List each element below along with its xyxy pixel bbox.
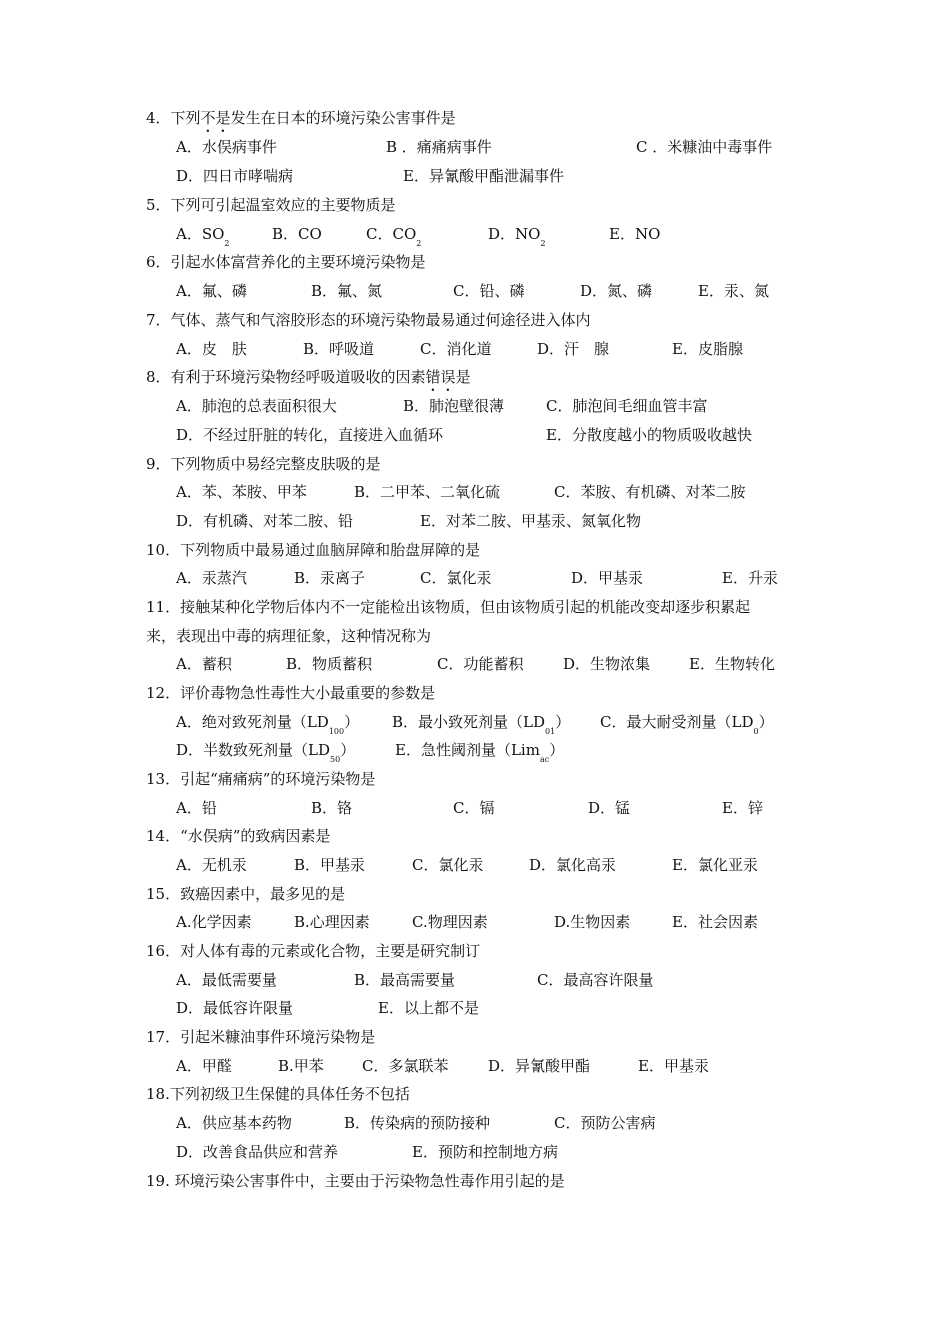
q15-option-c: C.物理因素 bbox=[412, 913, 488, 931]
q5-option-a: A．$SO_2$ bbox=[176, 225, 230, 248]
q12-option-c: C．最大耐受剂量$(LD_0)$ bbox=[600, 713, 774, 736]
question-5-stem: 5．下列可引起温室效应的主要物质是 bbox=[146, 196, 396, 214]
q11-option-c: C．功能蓄积 bbox=[437, 655, 524, 673]
q7-option-e: E．皮脂腺 bbox=[672, 340, 743, 358]
q8-option-a: A．肺泡的总表面积很大 bbox=[176, 397, 337, 415]
q4-option-a: A．水俣病事件 bbox=[176, 138, 277, 156]
q18-option-b: B．传染病的预防接种 bbox=[344, 1114, 491, 1132]
q18-option-a: A．供应基本药物 bbox=[176, 1114, 292, 1132]
q16-option-e: E．以上都不是 bbox=[378, 999, 479, 1017]
q12-option-b: B．最小致死剂量$(LD_{01})$ bbox=[392, 713, 571, 736]
question-11-stem-line-2: 来，表现出中毒的病理征象，这种情况称为 bbox=[146, 627, 432, 645]
question-6-stem: 6．引起水体富营养化的主要环境污染物是 bbox=[146, 253, 426, 271]
q16-option-a: A．最低需要量 bbox=[176, 971, 277, 989]
q11-option-b: B．物质蓄积 bbox=[286, 655, 373, 673]
q5-option-d: D．$NO_2$ bbox=[488, 225, 546, 248]
q9-option-a: A．苯、苯胺、甲苯 bbox=[176, 483, 307, 501]
q8-option-c: C．肺泡间毛细血管丰富 bbox=[546, 397, 708, 415]
q15-option-b: B.心理因素 bbox=[294, 913, 370, 931]
q14-option-e: E．氯化亚汞 bbox=[672, 856, 758, 874]
q10-option-e: E．升汞 bbox=[722, 569, 778, 587]
question-15-stem: 15．致癌因素中，最多见的是 bbox=[146, 885, 346, 903]
q15-option-e: E．社会因素 bbox=[672, 913, 758, 931]
question-16-stem: 16．对人体有毒的元素或化合物，主要是研究制订 bbox=[146, 942, 481, 960]
q4-option-d: D．四日市哮喘病 bbox=[176, 167, 294, 185]
question-13-stem: 13．引起“痛痛病”的环境污染物是 bbox=[146, 770, 376, 788]
q14-option-c: C．氯化汞 bbox=[412, 856, 484, 874]
q10-option-a: A．汞蒸汽 bbox=[176, 569, 247, 587]
q17-option-a: A．甲醛 bbox=[176, 1057, 232, 1075]
q4-option-c: C ．米糠油中毒事件 bbox=[636, 138, 773, 156]
q4-option-e: E．异氰酸甲酯泄漏事件 bbox=[403, 167, 564, 185]
q16-option-c: C．最高容许限量 bbox=[537, 971, 654, 989]
q16-option-b: B．最高需要量 bbox=[354, 971, 456, 989]
question-19-stem: 19. 环境污染公害事件中，主要由于污染物急性毒作用引起的是 bbox=[146, 1172, 565, 1190]
question-8-stem: 8．有利于环境污染物经呼吸道吸收的因素错误是 bbox=[146, 368, 471, 386]
q6-option-a: A．氟、磷 bbox=[176, 282, 247, 300]
q6-option-b: B．氟、氮 bbox=[311, 282, 383, 300]
q15-option-a: A.化学因素 bbox=[176, 913, 252, 931]
q4-option-b: B ．痛痛病事件 bbox=[386, 138, 492, 156]
q13-option-d: D．锰 bbox=[588, 799, 631, 817]
q6-option-d: D．氮、磷 bbox=[580, 282, 653, 300]
q7-option-a: A．皮 肤 bbox=[176, 340, 247, 358]
q7-option-c: C．消化道 bbox=[420, 340, 492, 358]
question-7-stem: 7．气体、蒸气和气溶胶形态的环境污染物最易通过何途径进入体内 bbox=[146, 311, 591, 329]
q5-option-b: B．CO bbox=[272, 225, 322, 243]
q13-option-c: C．镉 bbox=[453, 799, 495, 817]
q14-option-b: B．甲基汞 bbox=[294, 856, 366, 874]
question-14-stem: 14．“水俣病”的致病因素是 bbox=[146, 827, 331, 845]
q7-option-b: B．呼吸道 bbox=[303, 340, 375, 358]
q17-option-d: D．异氰酸甲酯 bbox=[488, 1057, 591, 1075]
q11-option-e: E．生物转化 bbox=[689, 655, 775, 673]
q18-option-e: E．预防和控制地方病 bbox=[412, 1143, 558, 1161]
q15-option-d: D.生物因素 bbox=[554, 913, 631, 931]
question-18-stem: 18.下列初级卫生保健的具体任务不包括 bbox=[146, 1085, 410, 1103]
q10-option-c: C．氯化汞 bbox=[420, 569, 492, 587]
question-9-stem: 9．下列物质中易经完整皮肤吸的是 bbox=[146, 455, 381, 473]
question-17-stem: 17．引起米糠油事件环境污染物是 bbox=[146, 1028, 376, 1046]
q5-option-c: C．$CO_2$ bbox=[366, 225, 422, 248]
q13-option-e: E．锌 bbox=[722, 799, 763, 817]
q12-option-d: D．半数致死剂量$(LD_{50})$ bbox=[176, 741, 356, 764]
q7-option-d: D．汗 腺 bbox=[537, 340, 610, 358]
question-10-stem: 10．下列物质中最易通过血脑屏障和胎盘屏障的是 bbox=[146, 541, 481, 559]
q5-option-e: E．NO bbox=[609, 225, 661, 243]
q8-option-e: E．分散度越小的物质吸收越快 bbox=[546, 426, 752, 444]
q18-option-d: D．改善食品供应和营养 bbox=[176, 1143, 339, 1161]
q8-option-b: B．肺泡壁很薄 bbox=[403, 397, 505, 415]
q6-option-c: C．铅、磷 bbox=[453, 282, 525, 300]
question-12-stem: 12．评价毒物急性毒性大小最重要的参数是 bbox=[146, 684, 436, 702]
q14-option-a: A．无机汞 bbox=[176, 856, 247, 874]
q12-option-a: A．绝对致死剂量$(LD_{100})$ bbox=[176, 713, 360, 736]
q17-option-e: E．甲基汞 bbox=[638, 1057, 709, 1075]
q18-option-c: C．预防公害病 bbox=[554, 1114, 656, 1132]
q10-option-b: B．汞离子 bbox=[294, 569, 366, 587]
q11-option-d: D．生物浓集 bbox=[563, 655, 651, 673]
q11-option-a: A．蓄积 bbox=[176, 655, 232, 673]
q17-option-b: B.甲苯 bbox=[278, 1057, 324, 1075]
q13-option-b: B．铬 bbox=[311, 799, 353, 817]
q16-option-d: D．最低容许限量 bbox=[176, 999, 294, 1017]
q10-option-d: D．甲基汞 bbox=[571, 569, 644, 587]
q9-option-b: B．二甲苯、二氧化硫 bbox=[354, 483, 501, 501]
q9-option-e: E．对苯二胺、甲基汞、氮氧化物 bbox=[420, 512, 641, 530]
q12-option-e: E．急性阈剂量（Lim$_{ac}$） bbox=[395, 741, 565, 764]
question-4-stem: 4．下列不是发生在日本的环境污染公害事件是 bbox=[146, 109, 456, 127]
q13-option-a: A．铅 bbox=[176, 799, 217, 817]
q14-option-d: D．氯化高汞 bbox=[529, 856, 617, 874]
question-11-stem-line-1: 11．接触某种化学物后体内不一定能检出该物质，但由该物质引起的机能改变却逐步积累起 bbox=[146, 598, 751, 616]
q6-option-e: E．汞、氮 bbox=[698, 282, 769, 300]
q9-option-c: C．苯胺、有机磷、对苯二胺 bbox=[554, 483, 746, 501]
q9-option-d: D．有机磷、对苯二胺、铅 bbox=[176, 512, 354, 530]
q8-option-d: D．不经过肝脏的转化，直接进入血循环 bbox=[176, 426, 444, 444]
q17-option-c: C．多氯联苯 bbox=[362, 1057, 449, 1075]
